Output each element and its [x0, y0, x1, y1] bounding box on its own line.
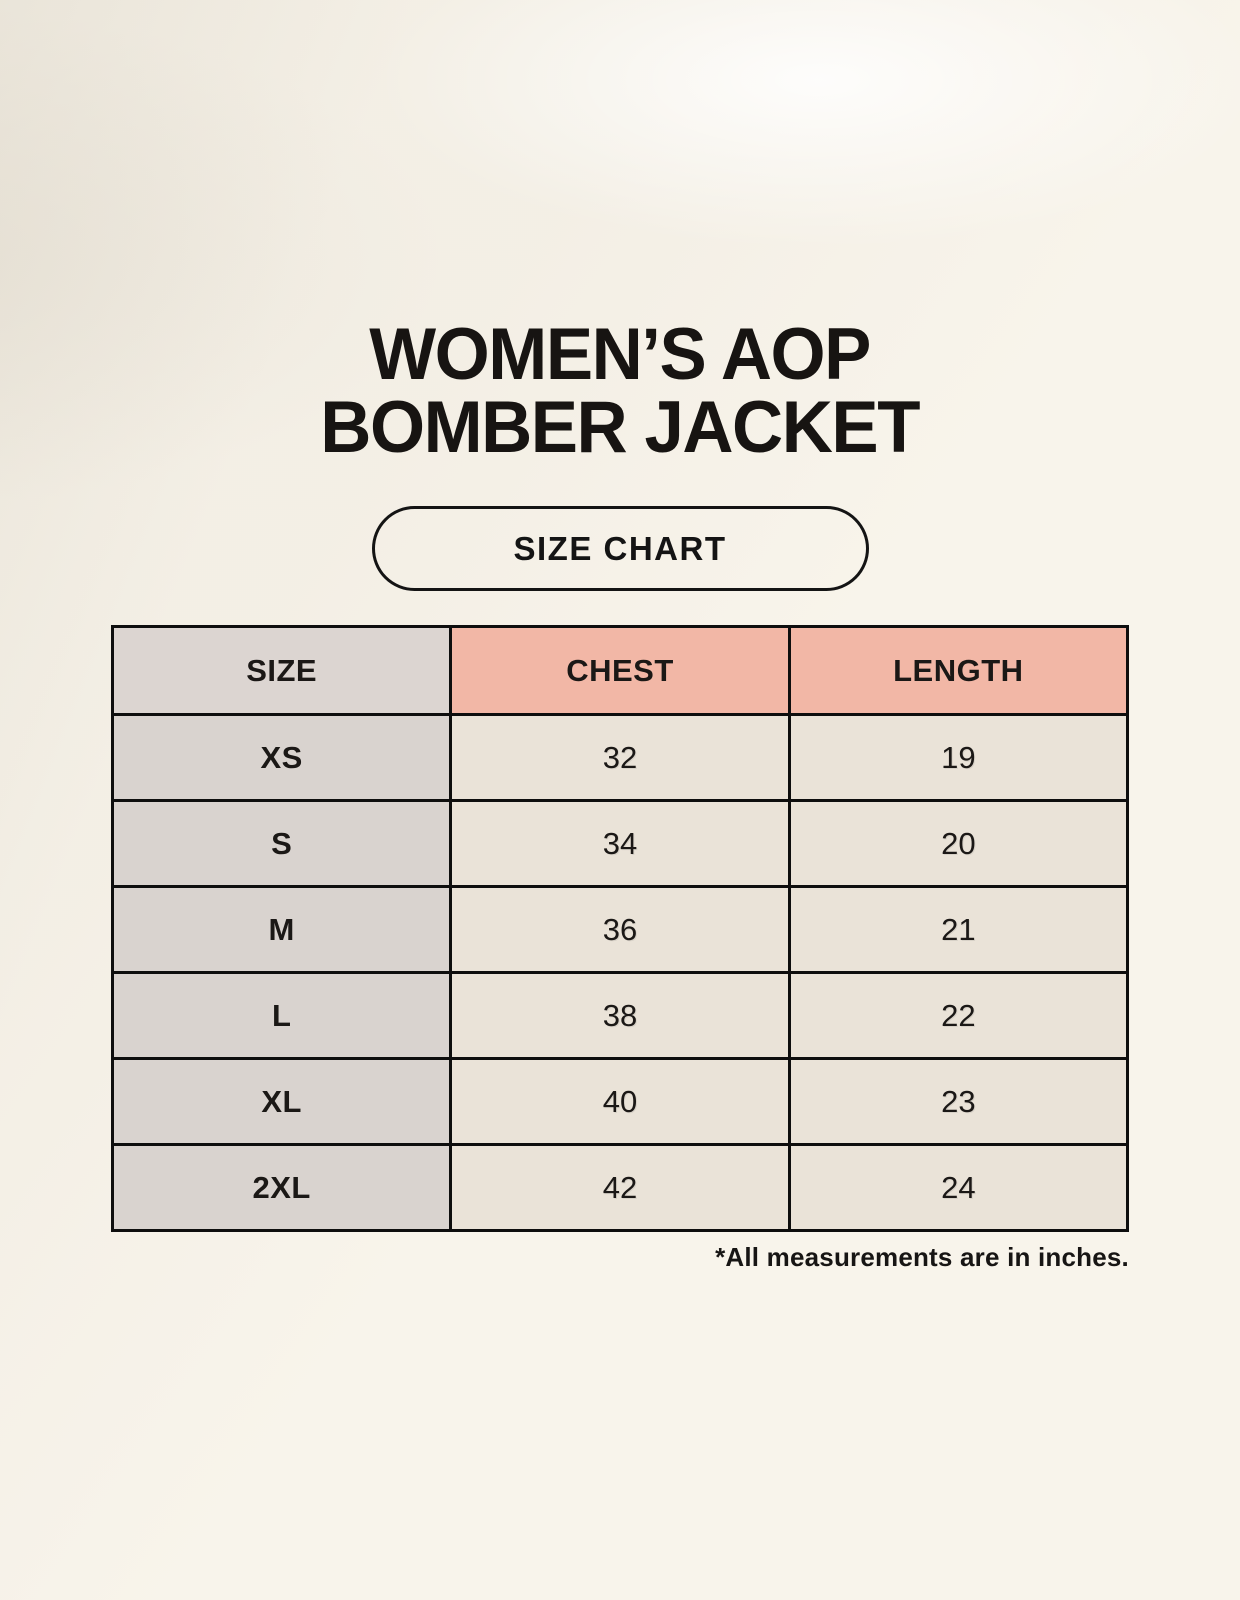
- size-chart-table-container: [111, 625, 1129, 1232]
- measurements-footnote: *All measurements are in inches.: [715, 1242, 1129, 1272]
- size-label-cell: M: [113, 887, 451, 973]
- table-row: [113, 887, 1128, 973]
- measurement-value-cell: 32: [451, 715, 789, 801]
- table-row: [113, 973, 1128, 1059]
- size-label-cell: XS: [113, 715, 451, 801]
- size-chart-table: [111, 625, 1129, 1232]
- table-row: [113, 1059, 1128, 1145]
- measurement-value-cell: 24: [789, 1145, 1127, 1231]
- measurement-value-cell: 38: [451, 973, 789, 1059]
- size-label-cell: S: [113, 801, 451, 887]
- column-header-chest: CHEST: [451, 627, 789, 715]
- measurement-value-cell: 19: [789, 715, 1127, 801]
- table-header-row: [113, 627, 1128, 715]
- table-body: [113, 715, 1128, 1231]
- size-chart-button[interactable]: [372, 506, 869, 591]
- table-row: [113, 801, 1128, 887]
- measurement-value-cell: 21: [789, 887, 1127, 973]
- measurement-value-cell: 40: [451, 1059, 789, 1145]
- page-title-line1: WOMEN’S AOP: [369, 314, 871, 395]
- size-label-cell: 2XL: [113, 1145, 451, 1231]
- column-header-size: SIZE: [113, 627, 451, 715]
- page-title: [320, 314, 920, 468]
- table-row: [113, 1145, 1128, 1231]
- measurement-value-cell: 42: [451, 1145, 789, 1231]
- measurement-value-cell: 34: [451, 801, 789, 887]
- measurement-value-cell: 22: [789, 973, 1127, 1059]
- table-row: [113, 715, 1128, 801]
- size-chart-button-label: SIZE CHART: [513, 529, 727, 567]
- table-header: [113, 627, 1128, 715]
- page-title-line2: BOMBER JACKET: [320, 387, 920, 468]
- measurement-value-cell: 36: [451, 887, 789, 973]
- size-label-cell: L: [113, 973, 451, 1059]
- measurement-value-cell: 20: [789, 801, 1127, 887]
- size-label-cell: XL: [113, 1059, 451, 1145]
- column-header-length: LENGTH: [789, 627, 1127, 715]
- measurement-value-cell: 23: [789, 1059, 1127, 1145]
